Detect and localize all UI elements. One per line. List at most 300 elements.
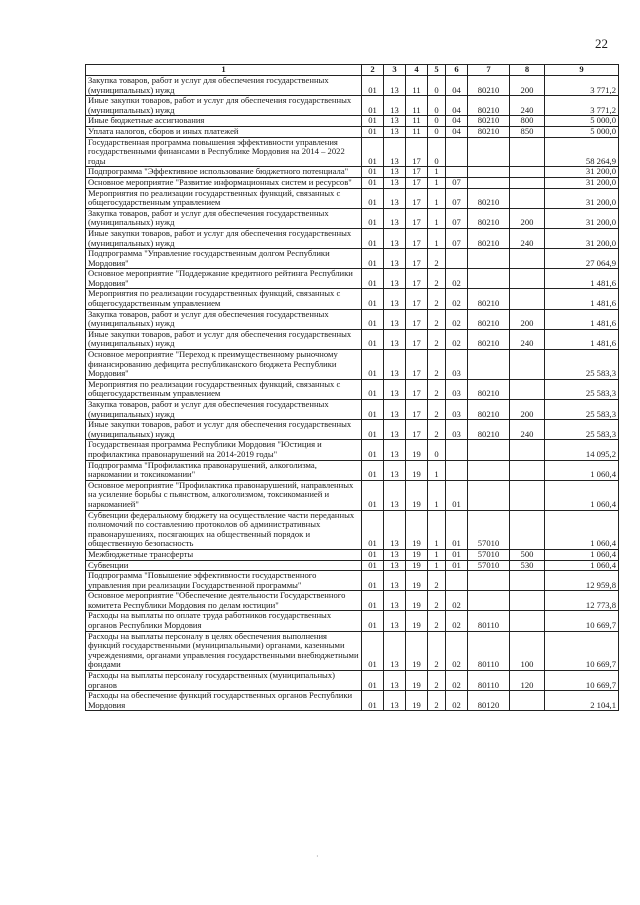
code-program: 19 <box>406 591 428 611</box>
code-subprogram: 2 <box>428 420 446 440</box>
code-direction <box>468 591 510 611</box>
code-program: 17 <box>406 137 428 167</box>
row-name: Подпрограмма "Эффективное использование бюджетного потенциала" <box>86 167 362 178</box>
row-amount: 2 104,1 <box>545 691 619 711</box>
code-expense-type <box>510 591 545 611</box>
table-row <box>86 167 619 178</box>
row-name: Уплата налогов, сборов и иных платежей <box>86 126 362 137</box>
code-pr: 13 <box>384 76 406 96</box>
code-pr: 13 <box>384 116 406 127</box>
code-program: 17 <box>406 350 428 380</box>
row-amount: 1 060,4 <box>545 549 619 560</box>
row-name: Государственная программа Республики Мордовия "Юстиция и профилактика правонарушений на 2014-2019 годы" <box>86 440 362 460</box>
code-direction <box>468 350 510 380</box>
code-subprogram: 0 <box>428 76 446 96</box>
table-body <box>86 76 619 711</box>
code-expense-type <box>510 188 545 208</box>
code-rz: 01 <box>362 671 384 691</box>
code-event <box>446 440 468 460</box>
code-event: 02 <box>446 289 468 309</box>
code-program: 17 <box>406 177 428 188</box>
code-pr: 13 <box>384 571 406 591</box>
code-program: 19 <box>406 571 428 591</box>
code-event <box>446 167 468 178</box>
row-amount: 58 264,9 <box>545 137 619 167</box>
code-subprogram: 2 <box>428 269 446 289</box>
code-pr: 13 <box>384 249 406 269</box>
code-rz: 01 <box>362 137 384 167</box>
code-event: 01 <box>446 510 468 549</box>
code-pr: 13 <box>384 137 406 167</box>
code-event: 03 <box>446 420 468 440</box>
row-name: Субвенции федеральному бюджету на осуществление части переданных полномочий по составлению протоколов об административных правонарушениях, посягающих на общественный порядок и общественную безопасность <box>86 510 362 549</box>
code-direction <box>468 480 510 510</box>
code-rz: 01 <box>362 691 384 711</box>
code-program: 19 <box>406 631 428 670</box>
code-pr: 13 <box>384 611 406 631</box>
code-expense-type <box>510 480 545 510</box>
table-row <box>86 691 619 711</box>
code-subprogram: 0 <box>428 116 446 127</box>
code-direction: 80110 <box>468 671 510 691</box>
table-row <box>86 76 619 96</box>
code-subprogram: 1 <box>428 480 446 510</box>
table-header <box>86 65 619 76</box>
row-amount: 10 669,7 <box>545 631 619 670</box>
code-event <box>446 249 468 269</box>
code-rz: 01 <box>362 289 384 309</box>
code-pr: 13 <box>384 228 406 248</box>
table-row <box>86 510 619 549</box>
row-amount: 12 773,8 <box>545 591 619 611</box>
code-subprogram: 2 <box>428 631 446 670</box>
table-row <box>86 631 619 670</box>
code-pr: 13 <box>384 591 406 611</box>
code-expense-type: 200 <box>510 309 545 329</box>
row-name: Субвенции <box>86 560 362 571</box>
code-expense-type: 240 <box>510 420 545 440</box>
code-expense-type <box>510 510 545 549</box>
row-name: Расходы на выплаты по оплате труда работников государственных органов Республики Мордовия <box>86 611 362 631</box>
row-name: Иные закупки товаров, работ и услуг для обеспечения государственных (муниципальных) нужд <box>86 228 362 248</box>
column-header-7: 7 <box>468 65 510 76</box>
code-direction: 80210 <box>468 116 510 127</box>
row-name: Подпрограмма "Управление государственным долгом Республики Мордовия" <box>86 249 362 269</box>
code-program: 11 <box>406 76 428 96</box>
code-direction <box>468 460 510 480</box>
table-row <box>86 671 619 691</box>
row-amount: 31 200,0 <box>545 208 619 228</box>
table-row <box>86 96 619 116</box>
row-name: Расходы на выплаты персоналу в целях обеспечения выполнения функций государственными (муниципальными) органами, казенными учреждениями, органами управления государственными внебюджетными фондами <box>86 631 362 670</box>
code-program: 17 <box>406 289 428 309</box>
code-pr: 13 <box>384 167 406 178</box>
column-header-1: 1 <box>86 65 362 76</box>
code-direction: 57010 <box>468 510 510 549</box>
code-pr: 13 <box>384 96 406 116</box>
code-pr: 13 <box>384 269 406 289</box>
code-direction <box>468 269 510 289</box>
code-event: 02 <box>446 591 468 611</box>
code-expense-type: 120 <box>510 671 545 691</box>
row-amount: 25 583,3 <box>545 379 619 399</box>
row-amount: 5 000,0 <box>545 116 619 127</box>
row-name: Закупка товаров, работ и услуг для обеспечения государственных (муниципальных) нужд <box>86 208 362 228</box>
code-expense-type: 850 <box>510 126 545 137</box>
code-event: 07 <box>446 208 468 228</box>
row-name: Закупка товаров, работ и услуг для обеспечения государственных (муниципальных) нужд <box>86 76 362 96</box>
code-pr: 13 <box>384 379 406 399</box>
code-subprogram: 2 <box>428 350 446 380</box>
code-subprogram: 0 <box>428 96 446 116</box>
code-direction: 80210 <box>468 420 510 440</box>
code-pr: 13 <box>384 691 406 711</box>
table-row <box>86 289 619 309</box>
code-pr: 13 <box>384 400 406 420</box>
code-expense-type: 800 <box>510 116 545 127</box>
code-event: 03 <box>446 379 468 399</box>
table-row <box>86 137 619 167</box>
code-direction: 80110 <box>468 611 510 631</box>
column-header-4: 4 <box>406 65 428 76</box>
column-header-9: 9 <box>545 65 619 76</box>
row-amount: 1 060,4 <box>545 480 619 510</box>
code-expense-type: 240 <box>510 96 545 116</box>
code-event: 04 <box>446 76 468 96</box>
code-program: 19 <box>406 440 428 460</box>
row-amount: 25 583,3 <box>545 420 619 440</box>
code-pr: 13 <box>384 126 406 137</box>
code-program: 11 <box>406 96 428 116</box>
row-name: Иные бюджетные ассигнования <box>86 116 362 127</box>
code-program: 19 <box>406 480 428 510</box>
code-expense-type: 200 <box>510 208 545 228</box>
code-program: 17 <box>406 228 428 248</box>
row-amount: 14 095,2 <box>545 440 619 460</box>
code-rz: 01 <box>362 350 384 380</box>
code-subprogram: 0 <box>428 137 446 167</box>
code-program: 19 <box>406 460 428 480</box>
row-name: Мероприятия по реализации государственных функций, связанных с общегосударственным управлением <box>86 188 362 208</box>
code-event: 01 <box>446 560 468 571</box>
row-amount: 1 481,6 <box>545 289 619 309</box>
code-expense-type: 200 <box>510 400 545 420</box>
table-row <box>86 560 619 571</box>
code-rz: 01 <box>362 96 384 116</box>
code-subprogram: 1 <box>428 560 446 571</box>
code-rz: 01 <box>362 480 384 510</box>
code-subprogram: 2 <box>428 309 446 329</box>
code-subprogram: 1 <box>428 228 446 248</box>
code-event: 02 <box>446 691 468 711</box>
table-row <box>86 126 619 137</box>
code-direction: 80210 <box>468 96 510 116</box>
table-row <box>86 571 619 591</box>
code-direction: 80210 <box>468 289 510 309</box>
code-expense-type <box>510 269 545 289</box>
code-direction: 80210 <box>468 188 510 208</box>
code-expense-type <box>510 289 545 309</box>
code-direction: 57010 <box>468 560 510 571</box>
row-name: Подпрограмма "Профилактика правонарушений, алкоголизма, наркомании и токсикомании" <box>86 460 362 480</box>
code-rz: 01 <box>362 126 384 137</box>
row-name: Иные закупки товаров, работ и услуг для обеспечения государственных (муниципальных) нужд <box>86 96 362 116</box>
code-event: 02 <box>446 269 468 289</box>
code-subprogram: 0 <box>428 440 446 460</box>
row-name: Мероприятия по реализации государственных функций, связанных с общегосударственным управлением <box>86 379 362 399</box>
code-program: 11 <box>406 126 428 137</box>
code-direction: 80210 <box>468 208 510 228</box>
code-direction <box>468 177 510 188</box>
code-pr: 13 <box>384 510 406 549</box>
code-program: 17 <box>406 329 428 349</box>
code-subprogram: 2 <box>428 249 446 269</box>
code-event <box>446 571 468 591</box>
code-rz: 01 <box>362 400 384 420</box>
column-header-2: 2 <box>362 65 384 76</box>
code-event <box>446 137 468 167</box>
code-program: 19 <box>406 510 428 549</box>
code-pr: 13 <box>384 631 406 670</box>
table-row <box>86 591 619 611</box>
code-pr: 13 <box>384 309 406 329</box>
code-expense-type <box>510 177 545 188</box>
table-row <box>86 611 619 631</box>
code-pr: 13 <box>384 329 406 349</box>
code-event: 02 <box>446 631 468 670</box>
code-rz: 01 <box>362 309 384 329</box>
code-subprogram: 1 <box>428 510 446 549</box>
code-expense-type: 100 <box>510 631 545 670</box>
column-header-8: 8 <box>510 65 545 76</box>
code-rz: 01 <box>362 379 384 399</box>
code-direction <box>468 249 510 269</box>
column-header-6: 6 <box>446 65 468 76</box>
code-pr: 13 <box>384 350 406 380</box>
row-amount: 31 200,0 <box>545 167 619 178</box>
code-direction: 80210 <box>468 76 510 96</box>
row-amount: 1 481,6 <box>545 309 619 329</box>
code-program: 17 <box>406 309 428 329</box>
row-amount: 3 771,2 <box>545 96 619 116</box>
row-name: Государственная программа повышения эффективности управления государственными финансами в Республике Мордовия на 2014 – 2022 годы <box>86 137 362 167</box>
table-row <box>86 116 619 127</box>
code-rz: 01 <box>362 591 384 611</box>
code-direction <box>468 137 510 167</box>
code-expense-type <box>510 167 545 178</box>
code-event: 04 <box>446 126 468 137</box>
table-row <box>86 188 619 208</box>
code-event: 03 <box>446 400 468 420</box>
code-subprogram: 2 <box>428 329 446 349</box>
code-program: 17 <box>406 400 428 420</box>
code-rz: 01 <box>362 177 384 188</box>
table-row <box>86 440 619 460</box>
code-pr: 13 <box>384 671 406 691</box>
row-amount: 25 583,3 <box>545 350 619 380</box>
code-direction <box>468 571 510 591</box>
row-amount: 3 771,2 <box>545 76 619 96</box>
code-pr: 13 <box>384 420 406 440</box>
code-rz: 01 <box>362 167 384 178</box>
row-amount: 10 669,7 <box>545 671 619 691</box>
code-subprogram: 2 <box>428 671 446 691</box>
code-rz: 01 <box>362 420 384 440</box>
row-name: Закупка товаров, работ и услуг для обеспечения государственных (муниципальных) нужд <box>86 400 362 420</box>
code-rz: 01 <box>362 329 384 349</box>
column-header-5: 5 <box>428 65 446 76</box>
code-rz: 01 <box>362 228 384 248</box>
code-event: 02 <box>446 309 468 329</box>
table-row <box>86 228 619 248</box>
table-row <box>86 177 619 188</box>
row-name: Иные закупки товаров, работ и услуг для обеспечения государственных (муниципальных) нужд <box>86 420 362 440</box>
code-direction: 80210 <box>468 379 510 399</box>
code-program: 19 <box>406 549 428 560</box>
code-subprogram: 2 <box>428 591 446 611</box>
code-subprogram: 2 <box>428 611 446 631</box>
code-pr: 13 <box>384 188 406 208</box>
code-direction: 80210 <box>468 400 510 420</box>
code-expense-type <box>510 137 545 167</box>
table-row <box>86 350 619 380</box>
code-pr: 13 <box>384 560 406 571</box>
code-expense-type <box>510 249 545 269</box>
code-expense-type <box>510 460 545 480</box>
row-name: Мероприятия по реализации государственных функций, связанных с общегосударственным управлением <box>86 289 362 309</box>
code-event: 07 <box>446 177 468 188</box>
code-rz: 01 <box>362 510 384 549</box>
row-name: Основное мероприятие "Развитие информационных систем и ресурсов" <box>86 177 362 188</box>
code-event: 07 <box>446 188 468 208</box>
code-pr: 13 <box>384 289 406 309</box>
code-subprogram: 2 <box>428 379 446 399</box>
code-expense-type: 530 <box>510 560 545 571</box>
code-event: 04 <box>446 96 468 116</box>
row-amount: 1 060,4 <box>545 510 619 549</box>
code-rz: 01 <box>362 460 384 480</box>
code-direction <box>468 440 510 460</box>
code-event: 02 <box>446 671 468 691</box>
row-amount: 1 481,6 <box>545 329 619 349</box>
row-name: Основное мероприятие "Поддержание кредитного рейтинга Республики Мордовия" <box>86 269 362 289</box>
row-amount: 27 064,9 <box>545 249 619 269</box>
code-subprogram: 1 <box>428 177 446 188</box>
code-expense-type <box>510 691 545 711</box>
table-row <box>86 549 619 560</box>
code-expense-type: 240 <box>510 228 545 248</box>
table-row <box>86 208 619 228</box>
row-amount: 12 959,8 <box>545 571 619 591</box>
code-program: 17 <box>406 420 428 440</box>
code-subprogram: 1 <box>428 188 446 208</box>
column-header-3: 3 <box>384 65 406 76</box>
code-pr: 13 <box>384 480 406 510</box>
row-amount: 5 000,0 <box>545 126 619 137</box>
code-program: 19 <box>406 691 428 711</box>
code-rz: 01 <box>362 116 384 127</box>
code-expense-type: 200 <box>510 76 545 96</box>
code-expense-type <box>510 379 545 399</box>
code-direction <box>468 167 510 178</box>
code-rz: 01 <box>362 560 384 571</box>
code-rz: 01 <box>362 631 384 670</box>
code-subprogram: 1 <box>428 208 446 228</box>
code-direction: 80110 <box>468 631 510 670</box>
code-direction: 80120 <box>468 691 510 711</box>
row-amount: 10 669,7 <box>545 611 619 631</box>
code-subprogram: 2 <box>428 400 446 420</box>
code-event: 04 <box>446 116 468 127</box>
row-name: Межбюджетные трансферты <box>86 549 362 560</box>
code-subprogram: 1 <box>428 167 446 178</box>
code-program: 17 <box>406 188 428 208</box>
page-number: 22 <box>595 36 608 51</box>
code-expense-type: 500 <box>510 549 545 560</box>
row-amount: 25 583,3 <box>545 400 619 420</box>
code-event: 01 <box>446 480 468 510</box>
row-name: Основное мероприятие "Переход к преимущественному рыночному финансированию дефицита республиканского бюджета Республики Мордовия" <box>86 350 362 380</box>
row-amount: 31 200,0 <box>545 177 619 188</box>
table-row <box>86 480 619 510</box>
table-row <box>86 379 619 399</box>
code-pr: 13 <box>384 177 406 188</box>
table-row <box>86 400 619 420</box>
row-name: Расходы на обеспечение функций государственных органов Республики Мордовия <box>86 691 362 711</box>
code-rz: 01 <box>362 249 384 269</box>
budget-table <box>85 64 619 711</box>
code-program: 19 <box>406 611 428 631</box>
code-program: 11 <box>406 116 428 127</box>
code-rz: 01 <box>362 549 384 560</box>
code-program: 17 <box>406 167 428 178</box>
code-rz: 01 <box>362 76 384 96</box>
code-event: 02 <box>446 611 468 631</box>
code-program: 17 <box>406 379 428 399</box>
code-rz: 01 <box>362 571 384 591</box>
code-program: 19 <box>406 560 428 571</box>
header-row <box>86 65 619 76</box>
code-event: 01 <box>446 549 468 560</box>
code-expense-type <box>510 611 545 631</box>
code-direction: 80210 <box>468 309 510 329</box>
code-subprogram: 1 <box>428 549 446 560</box>
footer-mark: · <box>316 852 319 861</box>
code-event: 07 <box>446 228 468 248</box>
code-rz: 01 <box>362 188 384 208</box>
code-pr: 13 <box>384 549 406 560</box>
code-rz: 01 <box>362 440 384 460</box>
row-amount: 1 060,4 <box>545 560 619 571</box>
row-name: Закупка товаров, работ и услуг для обеспечения государственных (муниципальных) нужд <box>86 309 362 329</box>
table-row <box>86 460 619 480</box>
code-subprogram: 0 <box>428 126 446 137</box>
code-subprogram: 2 <box>428 289 446 309</box>
table-row <box>86 329 619 349</box>
code-rz: 01 <box>362 611 384 631</box>
code-subprogram: 2 <box>428 691 446 711</box>
row-name: Расходы на выплаты персоналу государственных (муниципальных) органов <box>86 671 362 691</box>
code-expense-type <box>510 571 545 591</box>
code-program: 19 <box>406 671 428 691</box>
code-program: 17 <box>406 249 428 269</box>
code-expense-type <box>510 440 545 460</box>
code-program: 17 <box>406 208 428 228</box>
code-event: 02 <box>446 329 468 349</box>
code-expense-type <box>510 350 545 380</box>
table-row <box>86 309 619 329</box>
code-expense-type: 240 <box>510 329 545 349</box>
